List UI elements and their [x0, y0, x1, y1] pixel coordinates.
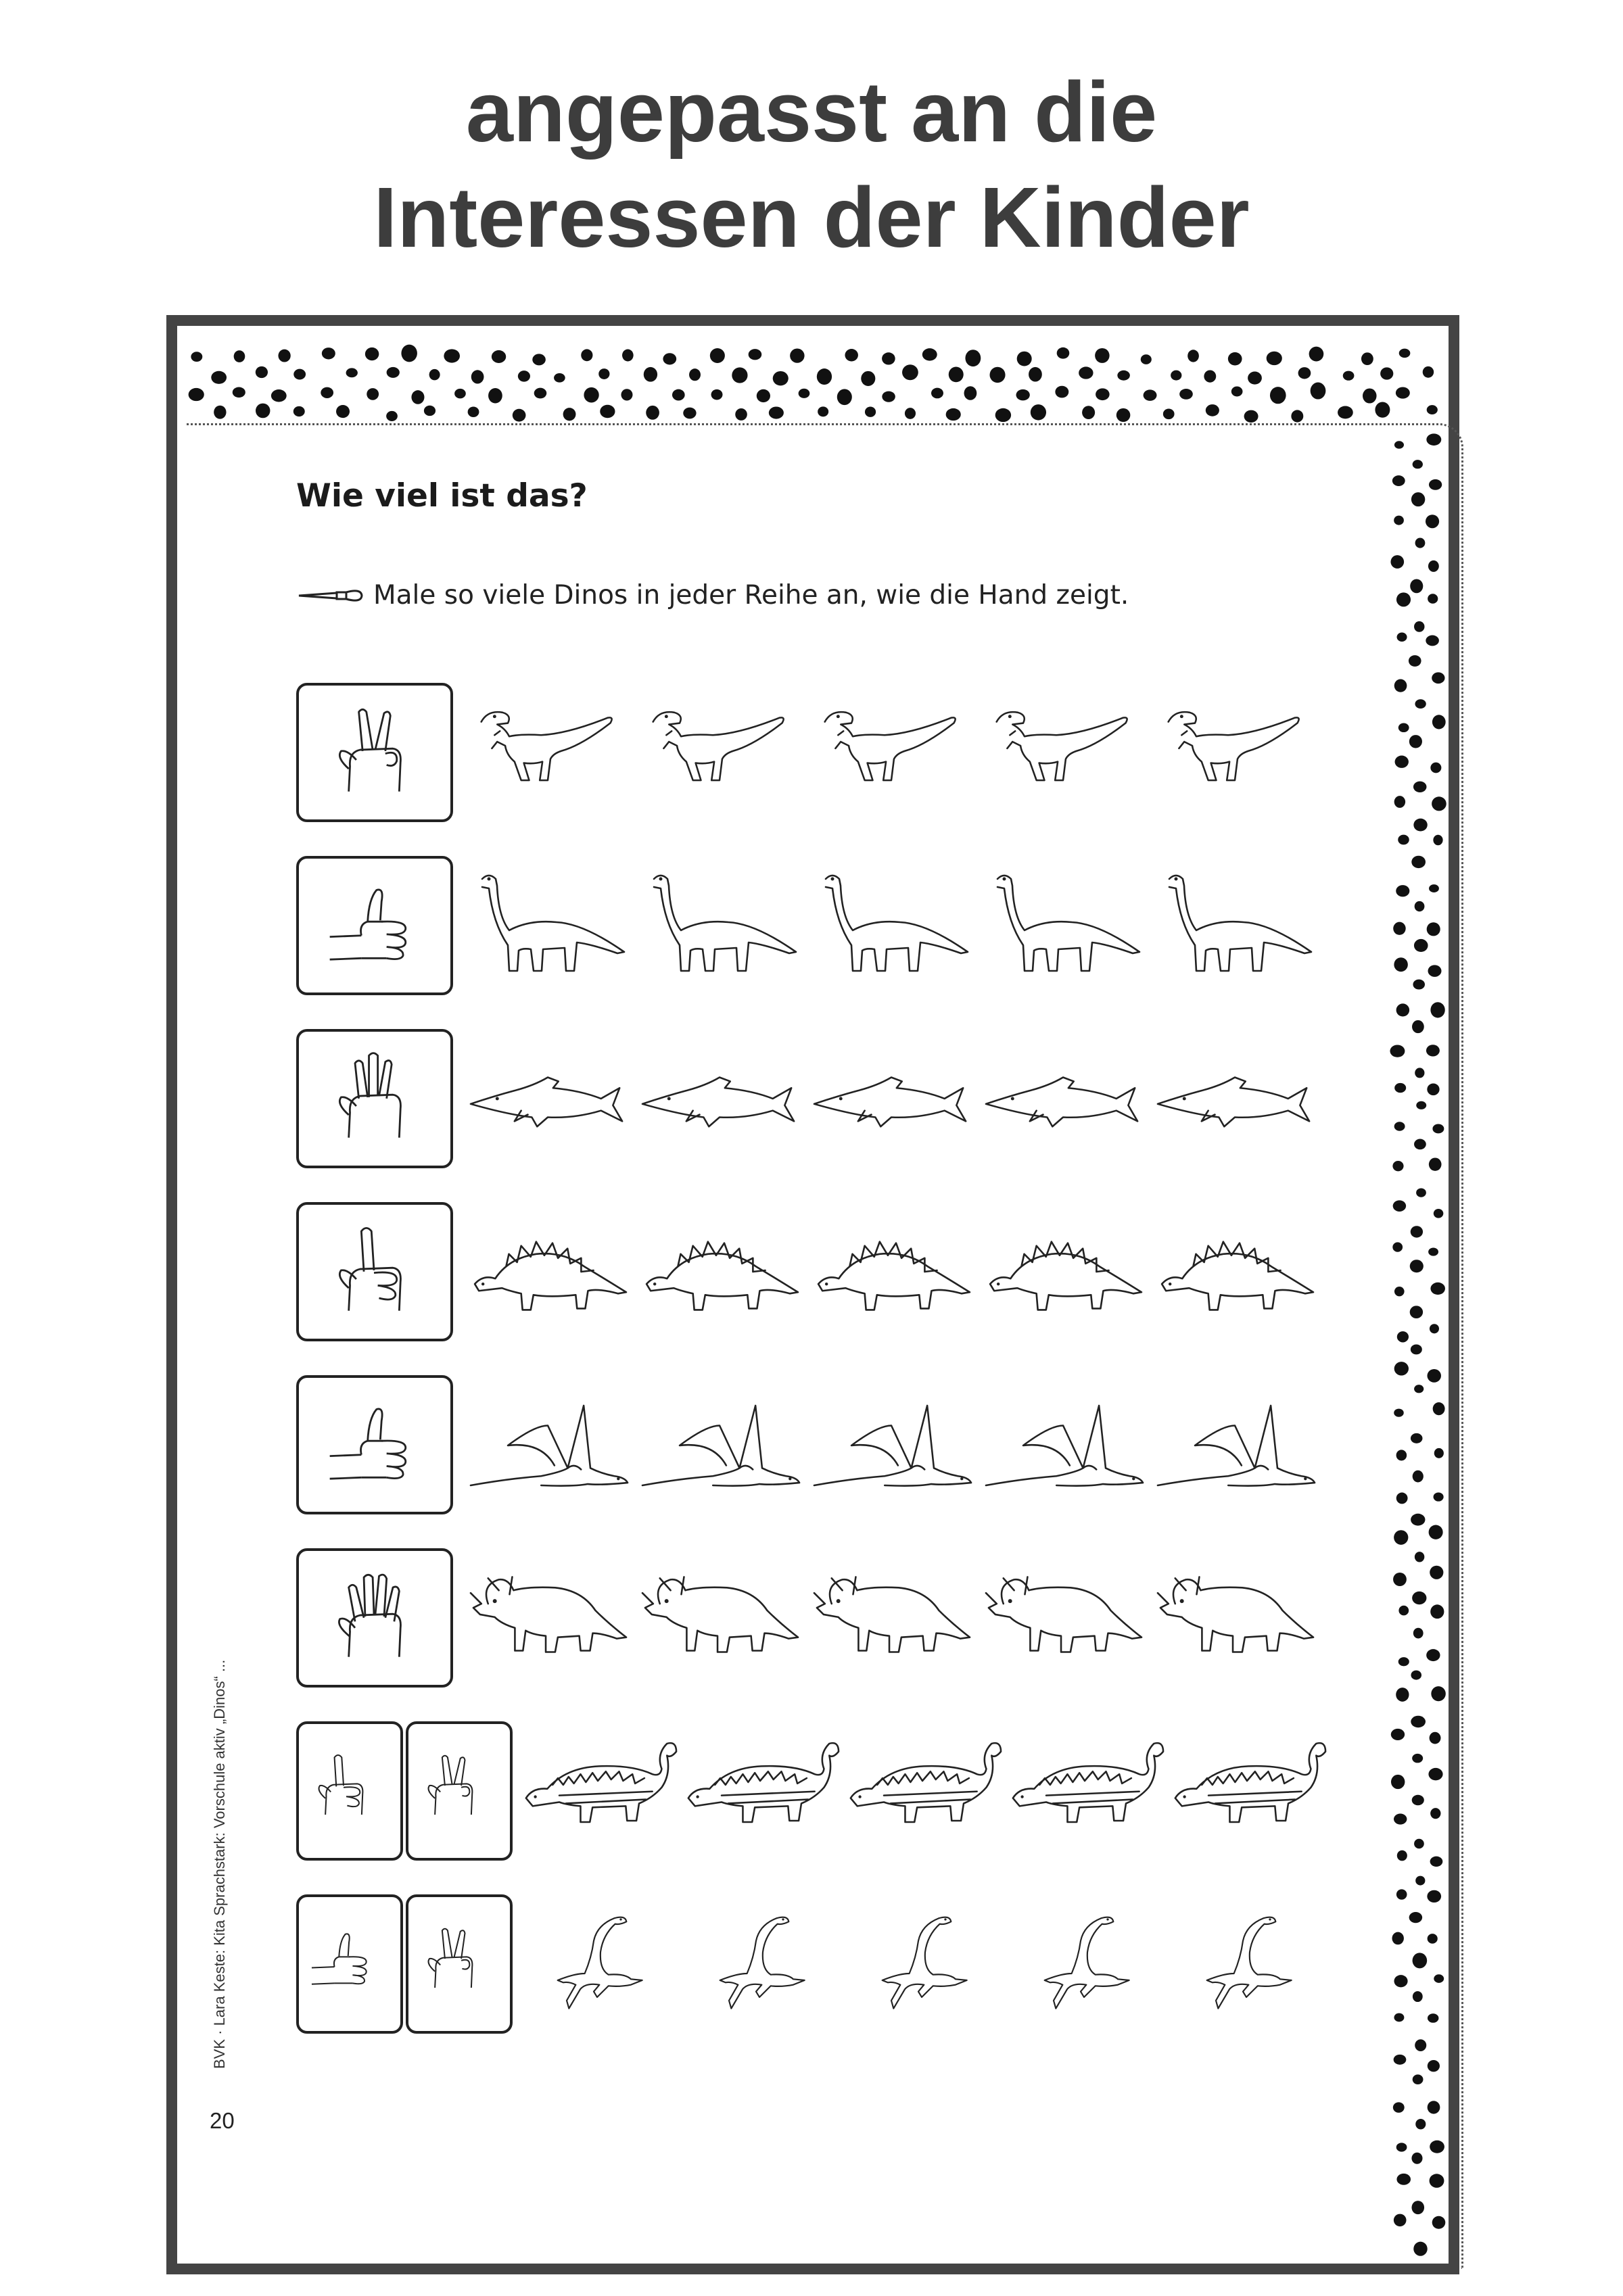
plesiosaur-icon[interactable] [546, 1903, 648, 2024]
hand-count-card [296, 1375, 453, 1514]
pterodactyl-icon[interactable] [812, 1398, 974, 1493]
pterodactyl-icon[interactable] [640, 1398, 802, 1493]
t-rex-icon[interactable] [640, 702, 799, 788]
pterodactyl-icon[interactable] [983, 1398, 1146, 1493]
hand-thumb-up-icon [323, 876, 425, 971]
brachiosaurus-icon[interactable] [1155, 869, 1319, 978]
hand-thumb-up-icon [323, 1395, 425, 1490]
ichthyosaur-icon[interactable] [468, 1057, 628, 1137]
hand-count-card [296, 1202, 453, 1341]
instruction-text: Male so viele Dinos in jeder Reihe an, wie die Hand zeigt. [373, 580, 1129, 611]
task-row [296, 1894, 1351, 2036]
hand-two-fingers-icon [323, 703, 425, 798]
page-number: 20 [210, 2108, 235, 2133]
triceratops-icon[interactable] [468, 1563, 629, 1658]
task-row [296, 683, 1351, 825]
paintbrush-icon [296, 587, 364, 604]
t-rex-icon[interactable] [1155, 702, 1315, 788]
stegosaurus-icon[interactable] [468, 1226, 632, 1316]
triceratops-icon[interactable] [983, 1563, 1144, 1658]
pterodactyl-icon[interactable] [1155, 1398, 1317, 1493]
headline-line-2: Interessen der Kinder [373, 170, 1250, 265]
ankylosaurus-icon[interactable] [682, 1733, 841, 1828]
hand-two-fingers-icon [417, 1924, 490, 1992]
stegosaurus-icon[interactable] [983, 1226, 1147, 1316]
t-rex-icon[interactable] [983, 702, 1143, 788]
hand-count-card [296, 1894, 403, 2034]
hand-three-fingers-icon [323, 1049, 425, 1144]
triceratops-icon[interactable] [812, 1563, 972, 1658]
t-rex-icon[interactable] [812, 702, 971, 788]
stegosaurus-icon[interactable] [812, 1226, 975, 1316]
plesiosaur-icon[interactable] [871, 1903, 972, 2024]
hand-count-card [296, 683, 453, 822]
task-row [296, 1375, 1351, 1517]
task-row [296, 1548, 1351, 1690]
plesiosaur-icon[interactable] [709, 1903, 810, 2024]
instruction-line [296, 580, 1129, 611]
worksheet-title: Wie viel ist das? [296, 477, 588, 515]
hand-one-finger-icon [307, 1751, 380, 1819]
brachiosaurus-icon[interactable] [812, 869, 975, 978]
headline-line-1: angepasst an die [465, 64, 1158, 160]
ichthyosaur-icon[interactable] [983, 1057, 1143, 1137]
hand-two-fingers-icon [417, 1751, 490, 1819]
triceratops-icon[interactable] [640, 1563, 801, 1658]
ichthyosaur-icon[interactable] [812, 1057, 971, 1137]
ankylosaurus-icon[interactable] [519, 1733, 679, 1828]
triceratops-icon[interactable] [1155, 1563, 1316, 1658]
plesiosaur-icon[interactable] [1196, 1903, 1297, 2024]
ichthyosaur-icon[interactable] [1155, 1057, 1315, 1137]
hand-count-card [296, 1721, 403, 1861]
stegosaurus-icon[interactable] [1155, 1226, 1319, 1316]
publisher-credit: BVK · Lara Keste: Kita Sprachstark: Vorschule aktiv „Dinos“ ... [211, 1659, 228, 2069]
hand-count-card [296, 856, 453, 995]
task-row [296, 1721, 1351, 1863]
brachiosaurus-icon[interactable] [640, 869, 803, 978]
hand-count-card [296, 1029, 453, 1168]
plesiosaur-icon[interactable] [1033, 1903, 1135, 2024]
ichthyosaur-icon[interactable] [640, 1057, 799, 1137]
ankylosaurus-icon[interactable] [1006, 1733, 1166, 1828]
brachiosaurus-icon[interactable] [983, 869, 1147, 978]
ankylosaurus-icon[interactable] [844, 1733, 1004, 1828]
hand-count-card [406, 1721, 513, 1861]
hand-count-card [406, 1894, 513, 2034]
stegosaurus-icon[interactable] [640, 1226, 803, 1316]
task-row [296, 1029, 1351, 1171]
task-row [296, 856, 1351, 998]
task-row [296, 1202, 1351, 1344]
t-rex-icon[interactable] [468, 702, 628, 788]
hand-count-card [296, 1548, 453, 1688]
brachiosaurus-icon[interactable] [468, 869, 632, 978]
hand-thumb-up-icon [307, 1924, 380, 1992]
hand-one-finger-icon [323, 1222, 425, 1317]
pterodactyl-icon[interactable] [468, 1398, 630, 1493]
hand-five-fingers-icon [323, 1569, 425, 1663]
ankylosaurus-icon[interactable] [1169, 1733, 1328, 1828]
